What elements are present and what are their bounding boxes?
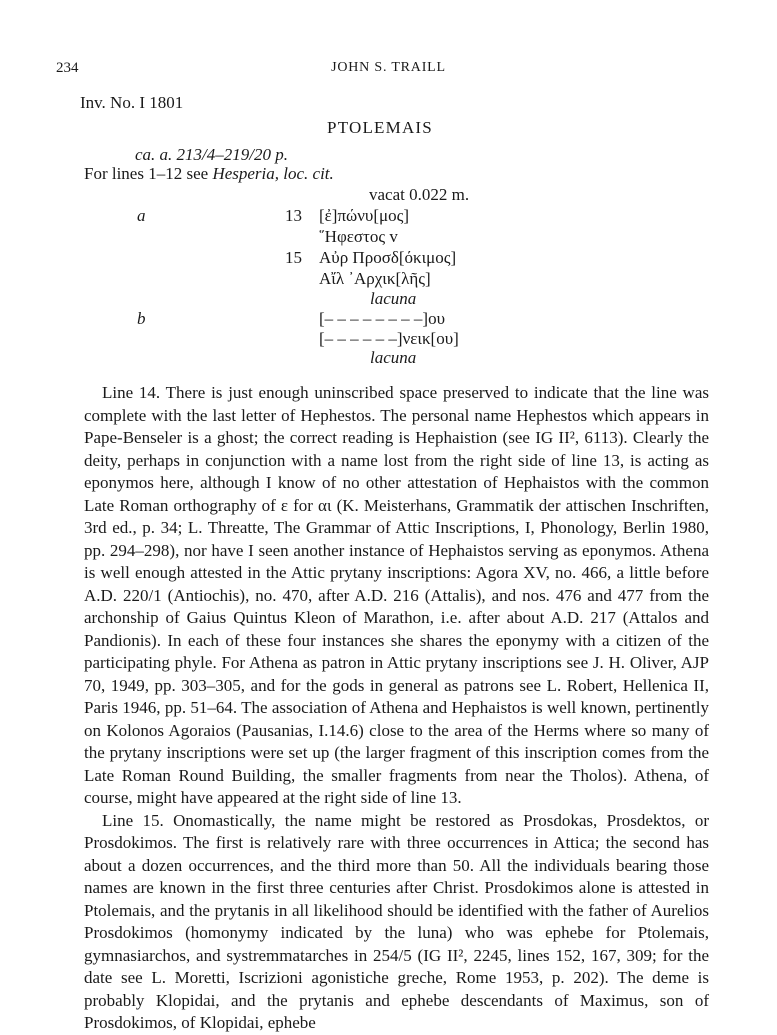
- inscription-title: PTOLEMAIS: [327, 118, 433, 137]
- page-number: 234: [56, 60, 79, 76]
- inscription-line-15: Αὐρ Προσδ[όκιμος]: [319, 248, 457, 267]
- line-15-number: 15: [285, 248, 302, 267]
- commentary-paragraph-1: Line 14. There is just enough uninscribed space preserved to indicate that the line was complete with the last letter of Hephestos. The personal name Hephestos which appears in Pape-Benseler is a ghost; the correct reading is Hephaistion (see IG II², 6113). Clearly the deity, perhaps in conjunction with a name lost from the right side of line 13, is acting as eponymos here, although I know of no other attestation of Hephaistos with the common Late Roman orthography of ε for αι (K. Meisterhans, Grammatik der attischen Inschriften, 3rd ed., p. 34; L. Threatte, The Grammar of Attic Inscriptions, I, Phonology, Berlin 1980, pp. 294–298), nor have I seen another instance of Hephaistos serving as eponymos. Athena is well enough attested in the Attic prytany inscriptions: Agora XV, no. 466, a little before A.D. 220/1 (Antiochis), no. 470, after A.D. 216 (Attalis), and nos. 476 and 477 from the archonship of Gaius Quintus Kleon of Marathon, i.e. after about A.D. 217 (Attalos and Pandionis). In each of these four instances she shares the eponymy with a citizen of the participating phyle. For Athena as patron in Attic prytany inscriptions see J. H. Oliver, AJP 70, 1949, pp. 303–305, and for the gods in general as patrons see L. Robert, Hellenica II, Paris 1946, pp. 51–64. The association of Athena and Hephaistos is well known, pertinently on Kolonos Agoraios (Pausanias, I.14.6) close to the area of the Herms where so many of the prytany inscriptions were set up (the larger fragment of this inscription comes from the Late Roman Round Building, the smaller fragments from near the Tholos). Athena, of course, might have appeared at the right side of line 13.: [84, 383, 709, 807]
- line-13-number: 13: [285, 206, 302, 225]
- lines-note-prefix: For lines 1–12 see: [84, 164, 213, 183]
- fragment-b-label: b: [137, 309, 146, 328]
- inscription-line-b2: [– – – – – –]νεικ[ου]: [319, 329, 459, 348]
- inventory-number: Inv. No. I 1801: [80, 93, 184, 112]
- date-text: ca. a. 213/4–219/20 p.: [135, 145, 288, 164]
- vacat-note: vacat 0.022 m.: [369, 185, 470, 204]
- fragment-a-label: a: [137, 206, 146, 225]
- inscription-line-14: ῞Ηφεστος v: [319, 227, 398, 246]
- inscription-line-16: Αἴλ ᾽Αρχικ[λῆς]: [319, 269, 431, 288]
- lacuna-1: lacuna: [370, 289, 417, 308]
- lines-note: [84, 164, 334, 184]
- lines-note-journal: Hesperia, loc. cit.: [212, 164, 334, 183]
- inscription-line-b1: [– – – – – – – –]ου: [319, 309, 445, 328]
- inscription-line-13: [ἐ]πώνυ[μος]: [319, 206, 410, 225]
- lacuna-2: lacuna: [370, 348, 417, 367]
- running-head: JOHN S. TRAILL: [331, 60, 446, 75]
- inscription-date: [135, 145, 288, 165]
- commentary: [84, 382, 709, 1035]
- commentary-paragraph-2: Line 15. Onomastically, the name might be restored as Prosdokas, Prosdektos, or Prosdokimos. The first is relatively rare with three occurrences in Attica; the second has about a dozen occurrences, and the third more than 50. All the individuals bearing those names are known in the first three centuries after Christ. Prosdokimos alone is attested in Ptolemais, and the prytanis in all likelihood should be identified with the father of Aurelios Prosdokimos (homonymy indicated by the luna) who was ephebe for Ptolemais, gymnasiarchos, and systremmatarches in 254/5 (IG II², 2245, lines 152, 167, 309; for the date see L. Moretti, Iscrizioni agonistiche greche, Rome 1953, p. 202). The deme is probably Klopidai, and the prytanis and ephebe descendants of Maximus, son of Prosdokimos, of Klopidai, ephebe: [84, 810, 709, 1032]
